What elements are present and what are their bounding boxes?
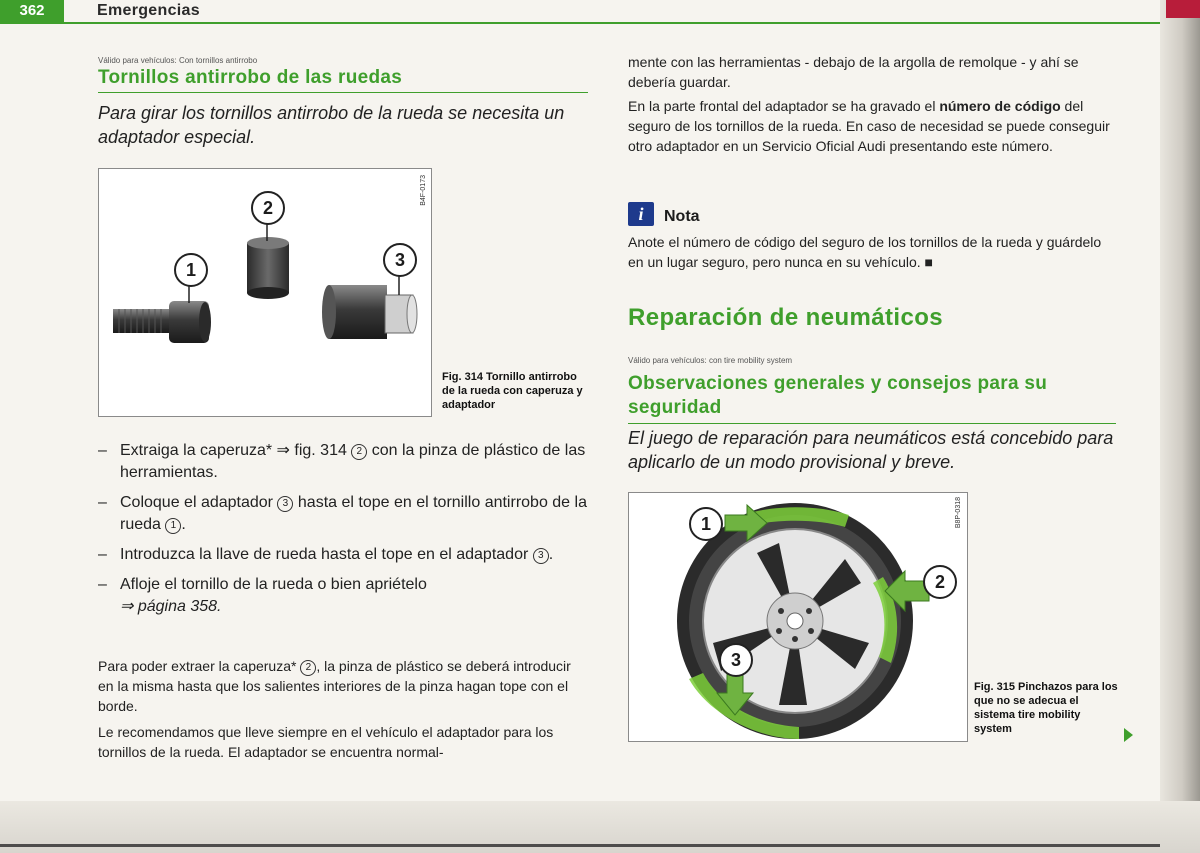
instruction-list bbox=[98, 440, 590, 626]
callout-3: 3 bbox=[383, 243, 417, 277]
note-title: Nota bbox=[664, 208, 700, 225]
validity-note-right: Válido para vehículos: con tire mobility system bbox=[628, 356, 793, 365]
note-text: Anote el número de código del seguro de los tornillos de la rueda y guárdelo en un lugar seguro, pero nunca en su vehículo. ■ bbox=[628, 234, 1102, 270]
instruction-step: – Coloque el adaptador 3 hasta el tope en el tornillo antirrobo de la rueda 1 . bbox=[98, 494, 587, 533]
edge-tab bbox=[1166, 0, 1200, 18]
instruction-step: – Extraiga la caperuza* ⇒ fig. 314 2 con la pinza de plástico de las herramientas. bbox=[98, 442, 586, 481]
page-bottom-shadow bbox=[0, 801, 1200, 853]
callout-3: 3 bbox=[719, 643, 753, 677]
page-edge bbox=[1160, 0, 1200, 853]
instruction-step: – Introduzca la llave de rueda hasta el tope en el adaptador 3 . bbox=[98, 546, 554, 563]
page-reference-link[interactable]: ⇒ página 358. bbox=[120, 598, 222, 615]
validity-note: Válido para vehículos: Con tornillos antirrobo bbox=[98, 56, 258, 65]
callout-1: 1 bbox=[689, 507, 723, 541]
safety-heading: Observaciones generales y consejos para su seguridad bbox=[628, 372, 1116, 424]
lead-text: Para girar los tornillos antirrobo de la rueda se necesita un adaptador especial. bbox=[98, 103, 565, 147]
adapter-shape bbox=[322, 285, 417, 339]
callout-2: 2 bbox=[251, 191, 285, 225]
left-column bbox=[98, 56, 588, 149]
figure-315-caption: Fig. 315 Pinchazos para los que no se adecua el sistema tire mobility system bbox=[974, 681, 1118, 735]
figure-314 bbox=[98, 168, 432, 417]
section-title: Emergencias bbox=[97, 2, 200, 19]
paragraph-code-number: En la parte frontal del adaptador se ha gravado el número de código del seguro de los tornillos de la rueda. En caso de necesidad se puede conseguir otro adaptador en un Servicio Oficial Audi presentando este número. bbox=[628, 98, 1110, 154]
callout-2: 2 bbox=[923, 565, 957, 599]
figure-315 bbox=[628, 492, 968, 742]
page-number: 362 bbox=[0, 0, 64, 22]
info-icon: i bbox=[628, 202, 654, 226]
figure-code: B8P-0318 bbox=[955, 497, 962, 529]
cap-shape bbox=[247, 237, 289, 299]
figure-314-caption: Fig. 314 Tornillo antirrobo de la rueda con caperuza y adaptador bbox=[442, 371, 583, 411]
figure-code: B4F-0173 bbox=[420, 175, 427, 206]
paragraph-cap-removal: Para poder extraer la caperuza* 2 , la pinza de plástico se deberá introducir en la misma hasta que los salientes interiores de la pinza hagan tope con el borde. bbox=[98, 658, 571, 714]
paragraph-continuation: mente con las herramientas - debajo de la argolla de remolque - y ahí se debería guardar. bbox=[628, 54, 1079, 90]
chapter-heading: Reparación de neumáticos bbox=[628, 304, 944, 331]
tire-illustration bbox=[629, 493, 967, 741]
bolt-shape bbox=[113, 301, 211, 343]
callout-1: 1 bbox=[174, 253, 208, 287]
continue-arrow-icon bbox=[1124, 728, 1133, 742]
paragraph-recommendation: Le recomendamos que lleve siempre en el vehículo el adaptador para los tornillos de la rueda. El adaptador se encuentra normal- bbox=[98, 724, 554, 760]
lead-text-right: El juego de reparación para neumáticos está concebido para aplicarlo de un modo provisional y breve. bbox=[628, 428, 1114, 472]
header-rule bbox=[0, 22, 1160, 24]
instruction-step: – Afloje el tornillo de la rueda o bien apriételo ⇒ página 358. bbox=[98, 576, 427, 615]
section-heading: Tornillos antirrobo de las ruedas bbox=[98, 67, 588, 93]
